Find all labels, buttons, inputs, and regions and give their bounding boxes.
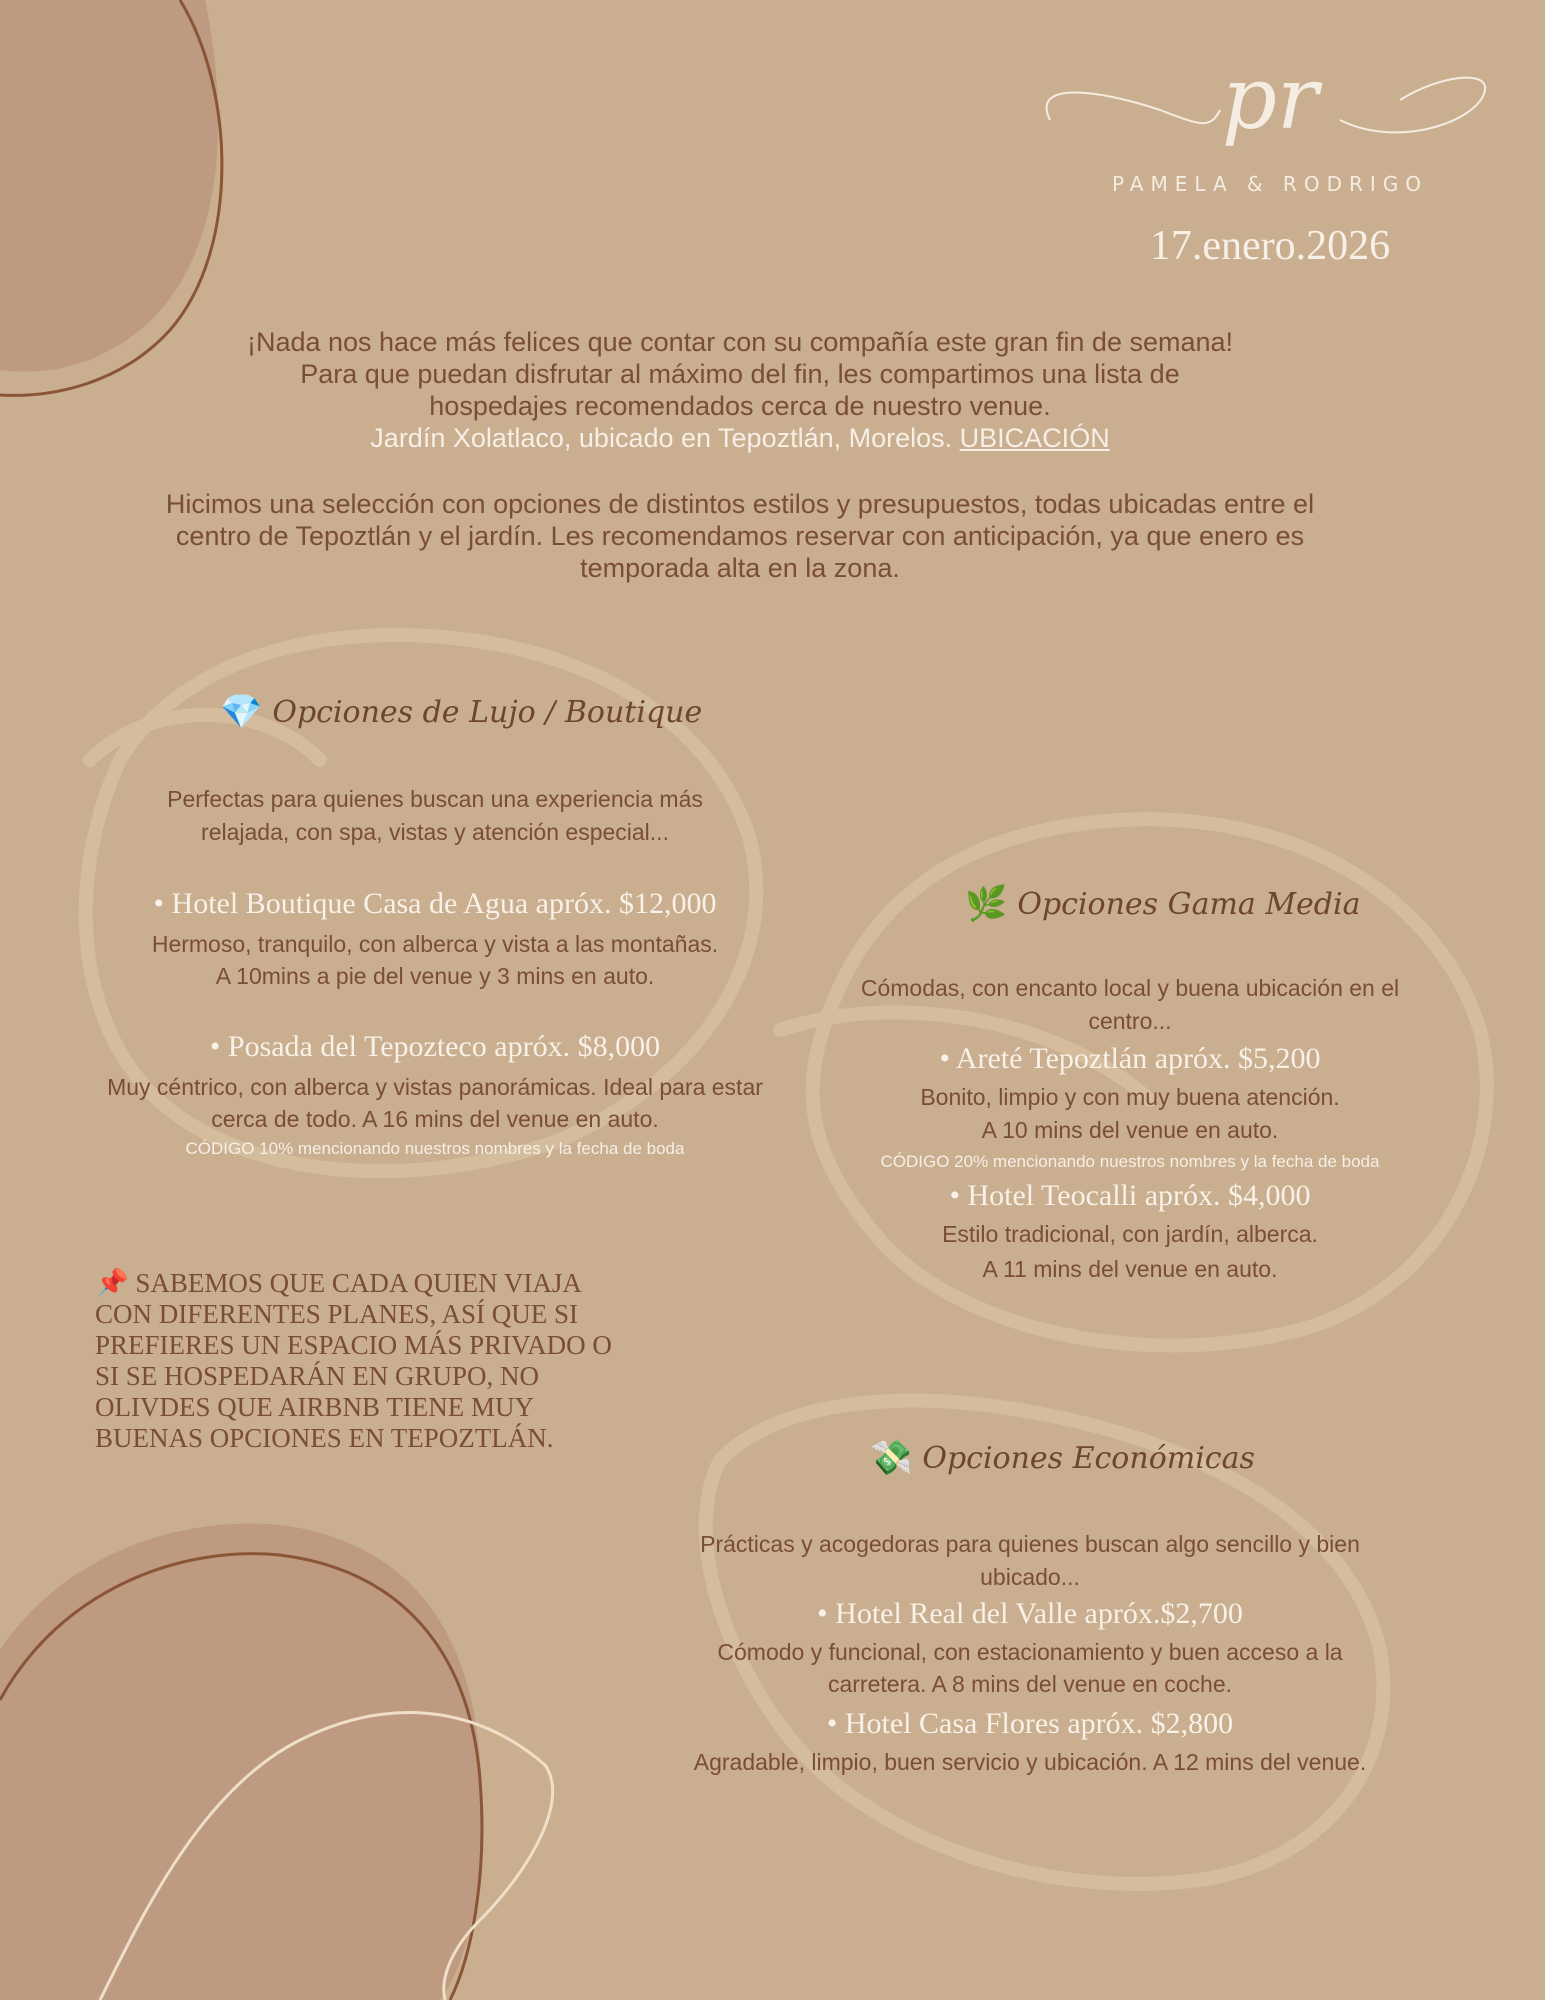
luxury-title [220,692,702,732]
location-text: Jardín Xolatlaco, ubicado en Tepoztlán, Morelos. [370,423,953,453]
monogram-logo [1040,40,1500,160]
mid-hotel-1-distance: A 10 mins del venue en auto. [981,1117,1279,1143]
mid-hotel-2-details: Estilo tradicional, con jardín, alberca. [942,1221,1318,1247]
diamond-icon: 💎 [220,692,263,732]
luxury-hotel-1-details: Hermoso, tranquilo, con alberca y vista a las montañas. [151,931,719,957]
herb-icon: 🌿 [965,884,1008,924]
luxury-hotel-1-distance: A 10mins a pie del venue y 3 mins en auto. [215,963,655,989]
budget-title-text: Opciones Económicas [922,1440,1255,1476]
budget-hotel-2-name: • Hotel Casa Flores apróx. $2,800 [826,1707,1234,1740]
mid-title-text: Opciones Gama Media [1017,886,1361,922]
bottom-left-outline [0,1554,482,2000]
wedding-date: 17.enero.2026 [1149,223,1391,269]
budget-title [870,1438,1255,1478]
intro-paragraph-2: Hicimos una selección con opciones de distintos estilos y presupuestos, todas ubicadas entre el centro de Tepoztlán y el jardín. Les recomendamos reservar con anticipación, ya que enero es temporada alta en la zona. [165,489,1315,583]
mid-hotel-1-details: Bonito, limpio y con muy buena atención. [920,1084,1340,1110]
budget-description: Prácticas y acogedoras para quienes buscan algo sencillo y bien ubicado... [700,1531,1360,1590]
budget-hotel-2-details: Agradable, limpio, buen servicio y ubicación. A 12 mins del venue. [693,1749,1367,1775]
location-link[interactable]: UBICACIÓN [959,423,1110,453]
mid-hotel-1-name: • Areté Tepoztlán apróx. $5,200 [939,1042,1321,1075]
money-icon: 💸 [870,1438,913,1478]
airbnb-note-text: SABEMOS QUE CADA QUIEN VIAJA CON DIFERENTES PLANES, ASÍ QUE SI PREFIERES UN ESPACIO MÁS PRIVADO O SI SE HOSPEDARÁN EN GRUPO, NO OLIVDES QUE AIRBNB TIENE MUY BUENAS OPCIONES EN TEPOZTLÁN. [95,1268,612,1453]
couple-names: PAMELA & RODRIGO [1111,172,1429,196]
mid-hotel-2-distance: A 11 mins del venue en auto. [982,1256,1278,1282]
luxury-hotel-2-details: Muy céntrico, con alberca y vistas panorámicas. Ideal para estar cerca de todo. A 16 mins del venue en auto. [107,1074,763,1132]
intro-location [150,422,1330,454]
intro-block [150,326,1330,454]
mid-title [965,884,1360,924]
luxury-hotel-2-name: • Posada del Tepozteco apróx. $8,000 [209,1030,661,1063]
monogram-text: pr [1221,49,1319,149]
top-left-blob [0,0,218,372]
luxury-hotel-2-code: CÓDIGO 10% mencionando nuestros nombres y la fecha de boda [185,1139,685,1158]
budget-hotel-1-name: • Hotel Real del Valle apróx.$2,700 [817,1597,1243,1630]
airbnb-note [95,1268,635,1454]
intro-line-2: Para que puedan disfrutar al máximo del fin, les compartimos una lista de hospedajes recomendados cerca de nuestro venue. [300,359,1180,421]
bottom-left-blob [0,1524,483,2000]
budget-hotel-1-details: Cómodo y funcional, con estacionamiento y buen acceso a la carretera. A 8 mins del venue en coche. [717,1639,1343,1697]
mid-hotel-2-name: • Hotel Teocalli apróx. $4,000 [949,1179,1311,1212]
luxury-hotel-1-name: • Hotel Boutique Casa de Agua apróx. $12,000 [153,887,717,920]
pushpin-icon: 📌 [95,1268,129,1299]
bottom-left-light-curve [100,1713,553,2000]
intro-line-1: ¡Nada nos hace más felices que contar con su compañía este gran fin de semana! [246,327,1234,357]
luxury-title-text: Opciones de Lujo / Boutique [272,694,703,730]
luxury-description: Perfectas para quienes buscan una experiencia más relajada, con spa, vistas y atención especial... [167,786,703,845]
mid-hotel-1-code: CÓDIGO 20% mencionando nuestros nombres y la fecha de boda [880,1152,1380,1171]
mid-description: Cómodas, con encanto local y buena ubicación en el centro... [860,975,1400,1034]
